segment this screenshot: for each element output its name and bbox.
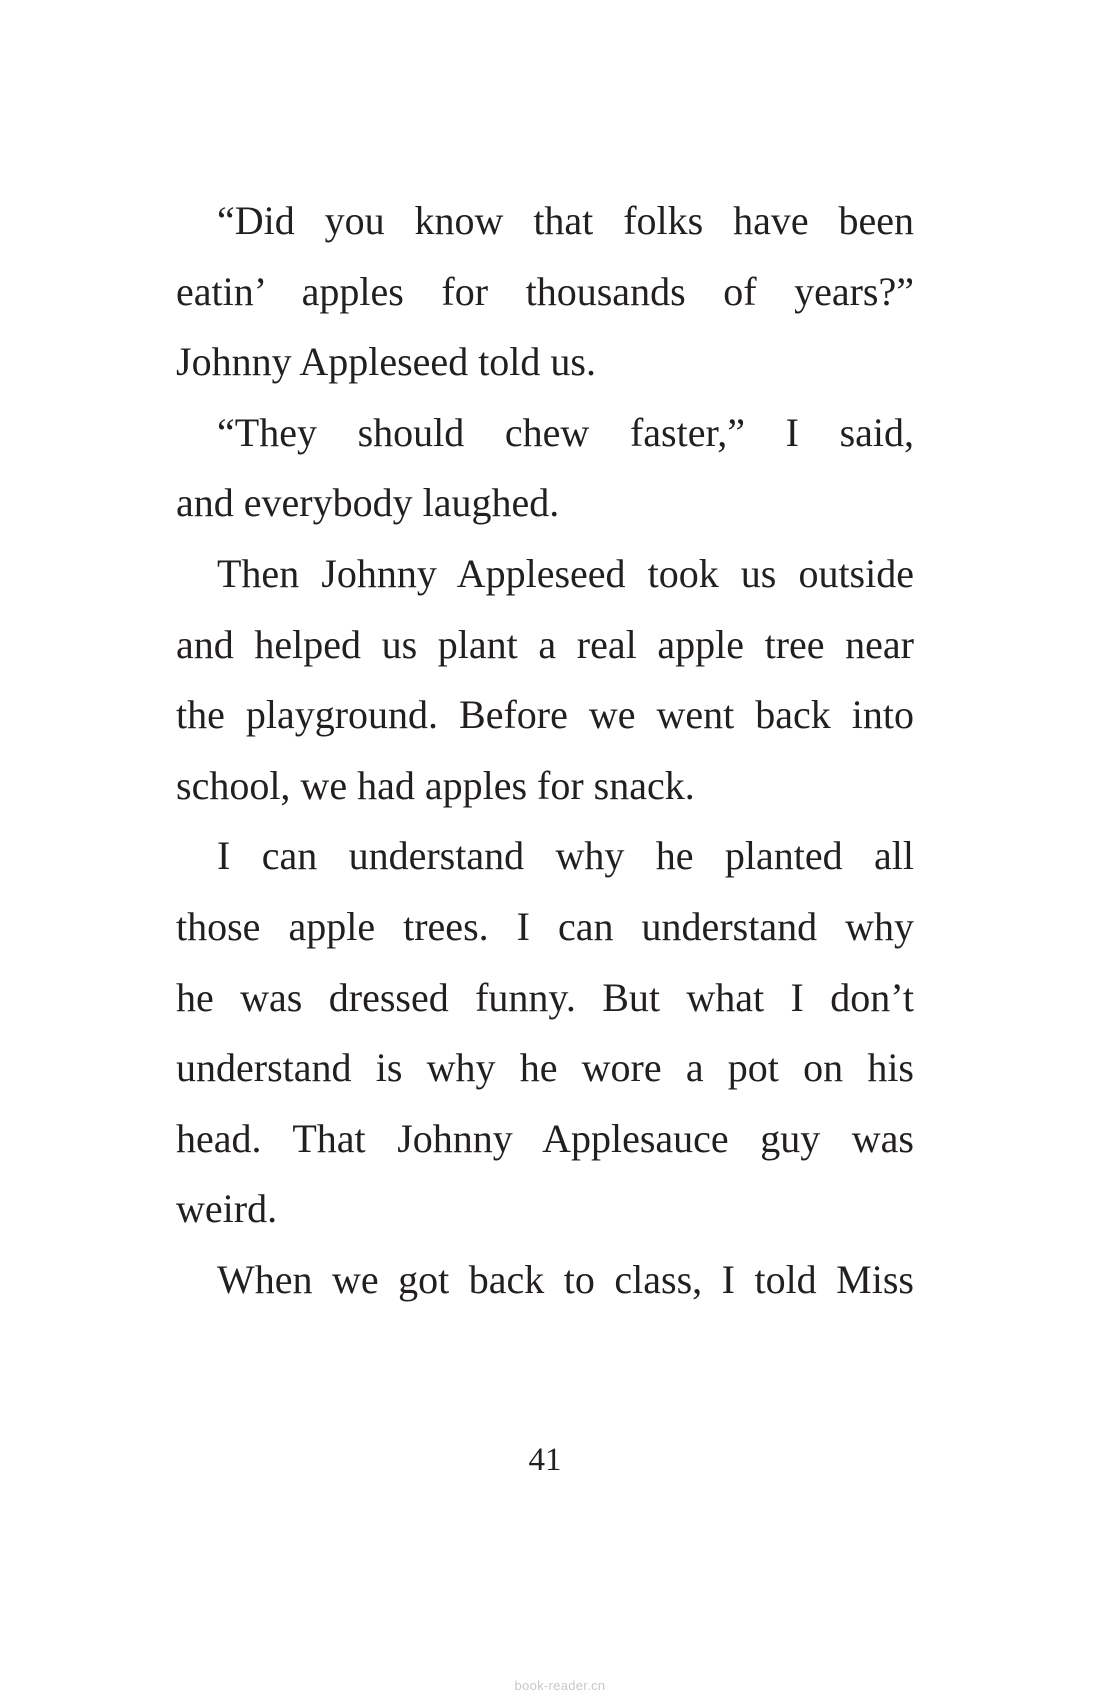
text-line: I can understand why he planted all [217,833,914,879]
text-line: weird. [176,1186,278,1232]
text-line: eatin’ apples for thousands of years?” [176,268,914,314]
body-text [176,186,914,1316]
text-line: When we got back to class, I told Miss [217,1256,914,1302]
page-number: 41 [528,1442,562,1478]
paragraph [176,186,914,398]
paragraph [176,1245,914,1316]
paragraph [176,539,914,821]
text-line: those apple trees. I can understand why [176,903,914,949]
text-line: Then Johnny Appleseed took us outside [217,550,914,596]
text-line: he was dressed funny. But what I don’t [176,974,914,1020]
paragraph [176,821,914,1245]
text-line: “They should chew faster,” I said, [217,409,914,455]
text-line: and helped us plant a real apple tree near [176,621,914,667]
text-line: the playground. Before we went back into [176,692,914,738]
text-line: school, we had apples for snack. [176,762,695,808]
text-line: understand is why he wore a pot on his [176,1045,914,1091]
text-line: and everybody laughed. [176,480,560,526]
paragraph [176,398,914,539]
text-line: Johnny Appleseed told us. [176,339,596,385]
watermark: book-reader.cn [514,1678,606,1693]
text-line: “Did you know that folks have been [217,198,914,243]
text-line: head. That Johnny Applesauce guy was [176,1115,914,1161]
